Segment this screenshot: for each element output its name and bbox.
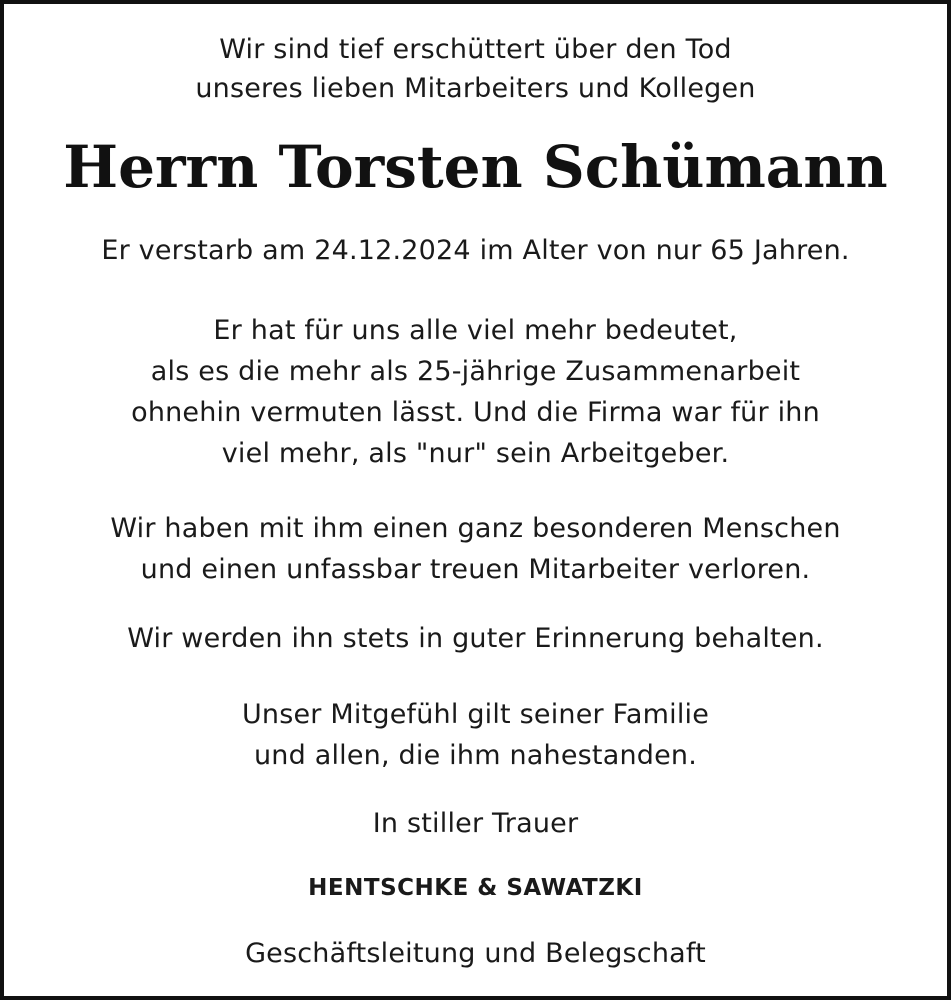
death-date-line: Er verstarb am 24.12.2024 im Alter von nur 65 Jahren. xyxy=(101,235,850,266)
company-name: HENTSCHKE & SAWATZKI xyxy=(308,875,643,901)
intro-line-1: Wir sind tief erschüttert über den Tod xyxy=(219,34,732,65)
mourning-line: In stiller Trauer xyxy=(372,808,579,839)
meaning-line-4: viel mehr, als "nur" sein Arbeitgeber. xyxy=(221,438,730,469)
sympathy-line-1: Unser Mitgefühl gilt seiner Familie xyxy=(241,699,710,730)
meaning-line-1: Er hat für uns alle viel mehr bedeutet, xyxy=(213,315,738,346)
meaning-line-3: ohnehin vermuten lässt. Und die Firma war für ihn xyxy=(131,397,820,428)
deceased-name: Herrn Torsten Schümann xyxy=(63,133,888,201)
loss-line-2: und einen unfassbar treuen Mitarbeiter verloren. xyxy=(140,554,811,585)
intro-line-2: unseres lieben Mitarbeiters und Kollegen xyxy=(195,73,756,104)
memory-line: Wir werden ihn stets in guter Erinnerung behalten. xyxy=(127,623,824,654)
signature-line: Geschäftsleitung und Belegschaft xyxy=(245,938,706,969)
sympathy-line-2: und allen, die ihm nahestanden. xyxy=(253,740,698,771)
meaning-line-2: als es die mehr als 25-jährige Zusammenarbeit xyxy=(150,356,801,387)
loss-line-1: Wir haben mit ihm einen ganz besonderen Menschen xyxy=(110,513,841,544)
